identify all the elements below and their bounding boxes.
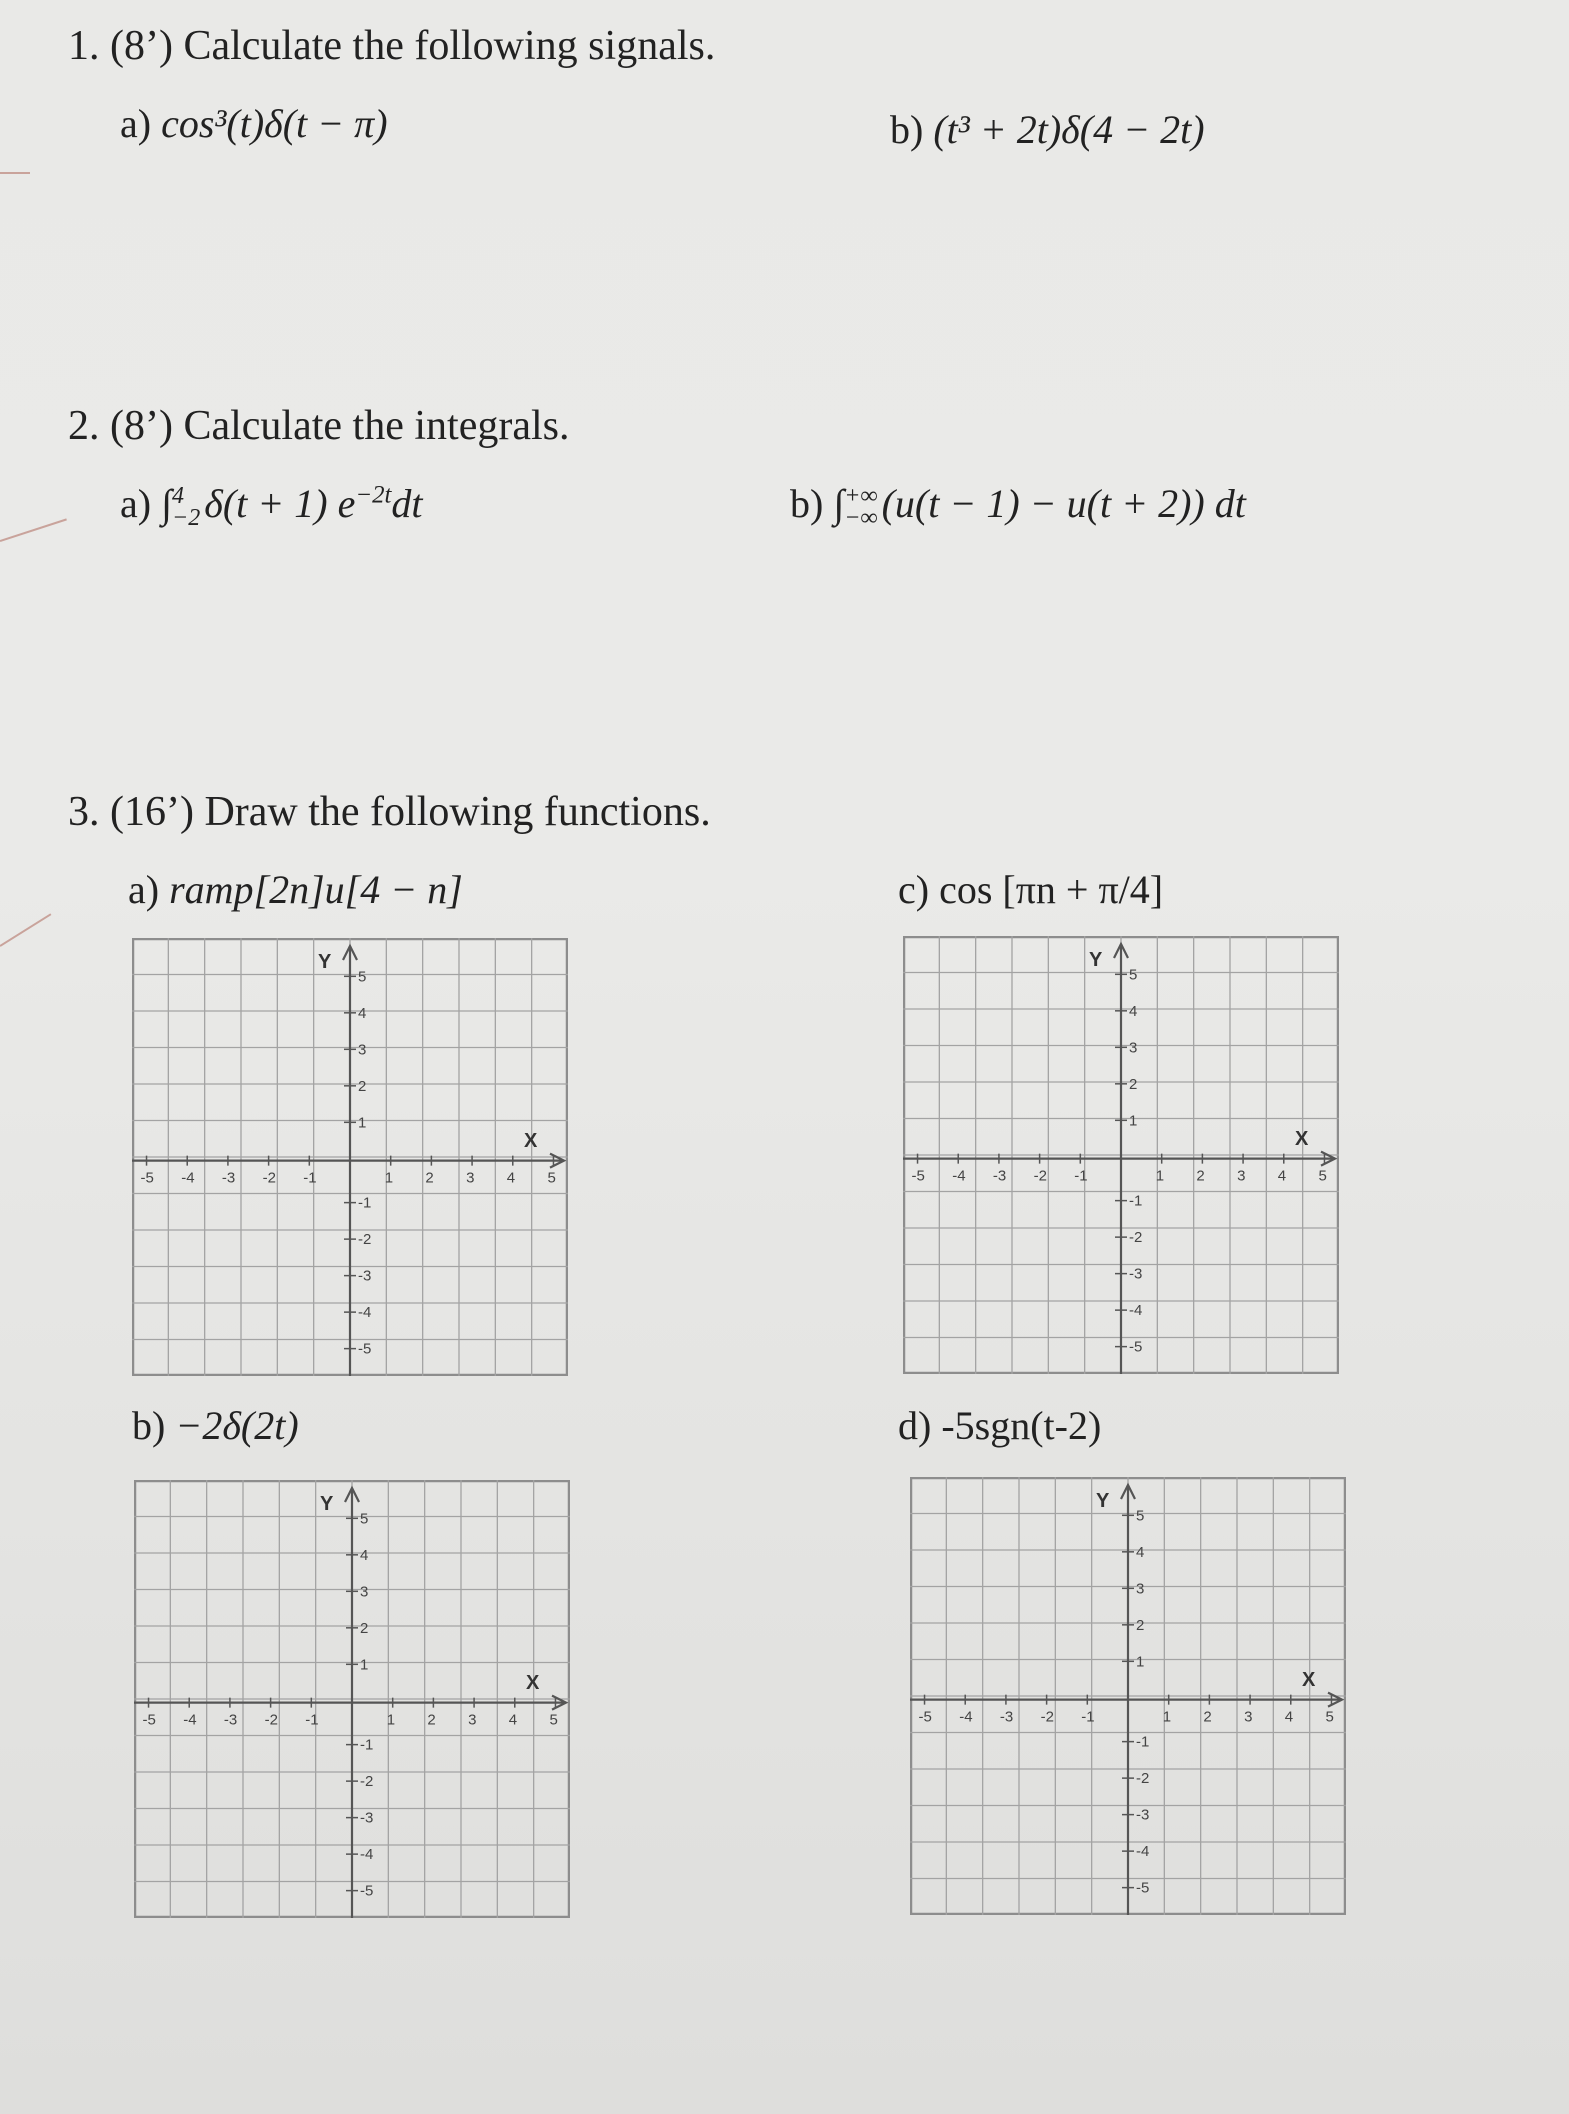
- expression: (t³ + 2t)δ(4 − 2t): [933, 107, 1205, 152]
- y-tick-label: -4: [1136, 1843, 1150, 1861]
- x-tick-label: -5: [918, 1708, 932, 1726]
- y-axis-label: Y: [1089, 949, 1103, 971]
- x-tick-label: 5: [547, 1169, 556, 1187]
- x-tick-label: -3: [223, 1711, 238, 1729]
- expression: −2δ(2t): [175, 1403, 299, 1448]
- integral-sign: ∫: [833, 481, 845, 526]
- x-tick-label: -2: [262, 1169, 276, 1187]
- y-tick-label: 1: [358, 1114, 367, 1132]
- y-tick-label: -4: [358, 1304, 372, 1322]
- integrand: δ(t + 1) e: [204, 481, 356, 526]
- grid-a[interactable]: [132, 938, 568, 1376]
- y-tick-label: 4: [358, 1004, 367, 1022]
- x-tick-label: -3: [992, 1167, 1007, 1185]
- x-tick-label: 1: [1155, 1167, 1165, 1185]
- grid-c[interactable]: [903, 936, 1339, 1374]
- y-tick-label: 2: [1129, 1075, 1138, 1093]
- y-tick-label: 3: [1136, 1580, 1145, 1598]
- y-tick-label: -3: [358, 1267, 372, 1285]
- y-tick-label: -1: [358, 1194, 372, 1212]
- integral-limits: [844, 483, 878, 531]
- x-tick-label: -3: [221, 1169, 236, 1187]
- question-3-title: 3. (16’) Draw the following functions.: [68, 789, 711, 835]
- x-tick-label: 3: [1237, 1167, 1246, 1185]
- y-tick-label: -4: [360, 1846, 374, 1864]
- question-2-title: 2. (8’) Calculate the integrals.: [68, 403, 570, 449]
- integrand: (u(t − 1) − u(t + 2)) dt: [881, 481, 1246, 526]
- x-axis-label: X: [1302, 1669, 1316, 1691]
- y-tick-label: 4: [1129, 1002, 1138, 1020]
- margin-mark: [0, 172, 30, 174]
- y-tick-label: -3: [360, 1809, 374, 1827]
- x-tick-label: -2: [1033, 1167, 1047, 1185]
- differential: dt: [391, 481, 423, 526]
- x-tick-label: -4: [181, 1169, 195, 1187]
- expression: ramp[2n]u[4 − n]: [169, 867, 463, 912]
- question-3b: [132, 1402, 299, 1449]
- x-axis-label: X: [524, 1130, 538, 1152]
- x-tick-label: -5: [911, 1167, 925, 1185]
- x-tick-label: 4: [506, 1169, 516, 1187]
- y-tick-label: -5: [360, 1882, 374, 1900]
- y-tick-label: -1: [360, 1736, 374, 1754]
- x-tick-label: -2: [1040, 1708, 1054, 1726]
- y-tick-label: 1: [1129, 1112, 1138, 1130]
- question-2a: [120, 480, 423, 529]
- y-tick-label: -5: [1136, 1879, 1150, 1897]
- y-tick-label: -3: [1136, 1806, 1150, 1824]
- question-1b: [890, 106, 1205, 153]
- lower-limit: −2: [172, 504, 201, 531]
- y-tick-label: -5: [1129, 1338, 1143, 1356]
- expression: cos [πn + π/4]: [939, 867, 1164, 912]
- y-tick-label: 3: [1129, 1039, 1138, 1057]
- part-label: a): [120, 101, 152, 146]
- x-tick-label: 1: [384, 1169, 394, 1187]
- x-tick-label: -1: [1081, 1708, 1095, 1726]
- y-axis-label: Y: [320, 1493, 334, 1515]
- grid-b[interactable]: [134, 1480, 570, 1918]
- y-tick-label: -2: [360, 1773, 374, 1791]
- question-2b: [790, 480, 1246, 529]
- x-tick-label: 2: [1203, 1708, 1212, 1726]
- question-3a: [128, 866, 463, 913]
- part-label: b): [132, 1403, 166, 1448]
- y-tick-label: 2: [360, 1619, 369, 1637]
- upper-limit: 4: [172, 483, 185, 510]
- x-tick-label: 2: [425, 1169, 434, 1187]
- x-axis-label: X: [1295, 1128, 1309, 1150]
- y-tick-label: 5: [1129, 966, 1138, 984]
- y-axis-label: Y: [1096, 1490, 1110, 1512]
- x-tick-label: -4: [959, 1708, 973, 1726]
- x-tick-label: 5: [1318, 1167, 1327, 1185]
- margin-mark: [0, 913, 51, 946]
- x-tick-label: -2: [264, 1711, 278, 1729]
- part-label: a): [120, 481, 152, 526]
- x-tick-label: 2: [427, 1711, 436, 1729]
- question-1-title: 1. (8’) Calculate the following signals.: [68, 23, 716, 69]
- exponent: −2t: [355, 481, 392, 509]
- margin-mark: [0, 518, 67, 542]
- part-label: c): [898, 867, 930, 912]
- x-tick-label: 3: [1244, 1708, 1253, 1726]
- grid-d[interactable]: [910, 1477, 1346, 1915]
- x-tick-label: 1: [1162, 1708, 1172, 1726]
- x-axis-label: X: [526, 1672, 540, 1694]
- y-tick-label: -4: [1129, 1302, 1143, 1320]
- part-label: a): [128, 867, 160, 912]
- y-tick-label: -1: [1129, 1192, 1143, 1210]
- x-tick-label: 4: [1284, 1708, 1294, 1726]
- x-tick-label: -5: [142, 1711, 156, 1729]
- x-tick-label: 5: [1325, 1708, 1334, 1726]
- y-tick-label: -2: [1136, 1770, 1150, 1788]
- x-tick-label: -5: [140, 1169, 154, 1187]
- y-tick-label: 5: [1136, 1507, 1145, 1525]
- y-tick-label: 1: [360, 1656, 369, 1674]
- y-axis-label: Y: [318, 951, 332, 973]
- x-tick-label: -1: [305, 1711, 319, 1729]
- question-1a: [120, 100, 388, 147]
- y-tick-label: -1: [1136, 1733, 1150, 1751]
- y-tick-label: 3: [358, 1041, 367, 1059]
- x-tick-label: 3: [466, 1169, 475, 1187]
- y-tick-label: -5: [358, 1340, 372, 1358]
- x-tick-label: 4: [508, 1711, 518, 1729]
- lower-limit: −∞: [844, 504, 878, 531]
- x-tick-label: -1: [1074, 1167, 1088, 1185]
- x-tick-label: 1: [386, 1711, 396, 1729]
- question-3c: [898, 866, 1163, 913]
- integral-limits: [172, 483, 201, 531]
- expression: -5sgn(t-2): [941, 1403, 1102, 1448]
- x-tick-label: 4: [1277, 1167, 1287, 1185]
- y-tick-label: 1: [1136, 1653, 1145, 1671]
- y-tick-label: -2: [358, 1231, 372, 1249]
- y-tick-label: 3: [360, 1583, 369, 1601]
- y-tick-label: -3: [1129, 1265, 1143, 1283]
- y-tick-label: -2: [1129, 1229, 1143, 1247]
- x-tick-label: -4: [183, 1711, 197, 1729]
- part-label: b): [790, 481, 824, 526]
- x-tick-label: 3: [468, 1711, 477, 1729]
- integral-sign: ∫: [161, 481, 173, 526]
- y-tick-label: 5: [360, 1510, 369, 1528]
- x-tick-label: -4: [952, 1167, 966, 1185]
- upper-limit: +∞: [844, 483, 878, 510]
- y-tick-label: 2: [1136, 1616, 1145, 1634]
- part-label: b): [890, 107, 924, 152]
- expression: cos³(t)δ(t − π): [161, 101, 388, 146]
- y-tick-label: 5: [358, 968, 367, 986]
- x-tick-label: -3: [999, 1708, 1014, 1726]
- x-tick-label: 2: [1196, 1167, 1205, 1185]
- y-tick-label: 2: [358, 1077, 367, 1095]
- question-3d: [898, 1402, 1101, 1449]
- y-tick-label: 4: [1136, 1543, 1145, 1561]
- y-tick-label: 4: [360, 1546, 369, 1564]
- x-tick-label: -1: [303, 1169, 317, 1187]
- part-label: d): [898, 1403, 932, 1448]
- x-tick-label: 5: [549, 1711, 558, 1729]
